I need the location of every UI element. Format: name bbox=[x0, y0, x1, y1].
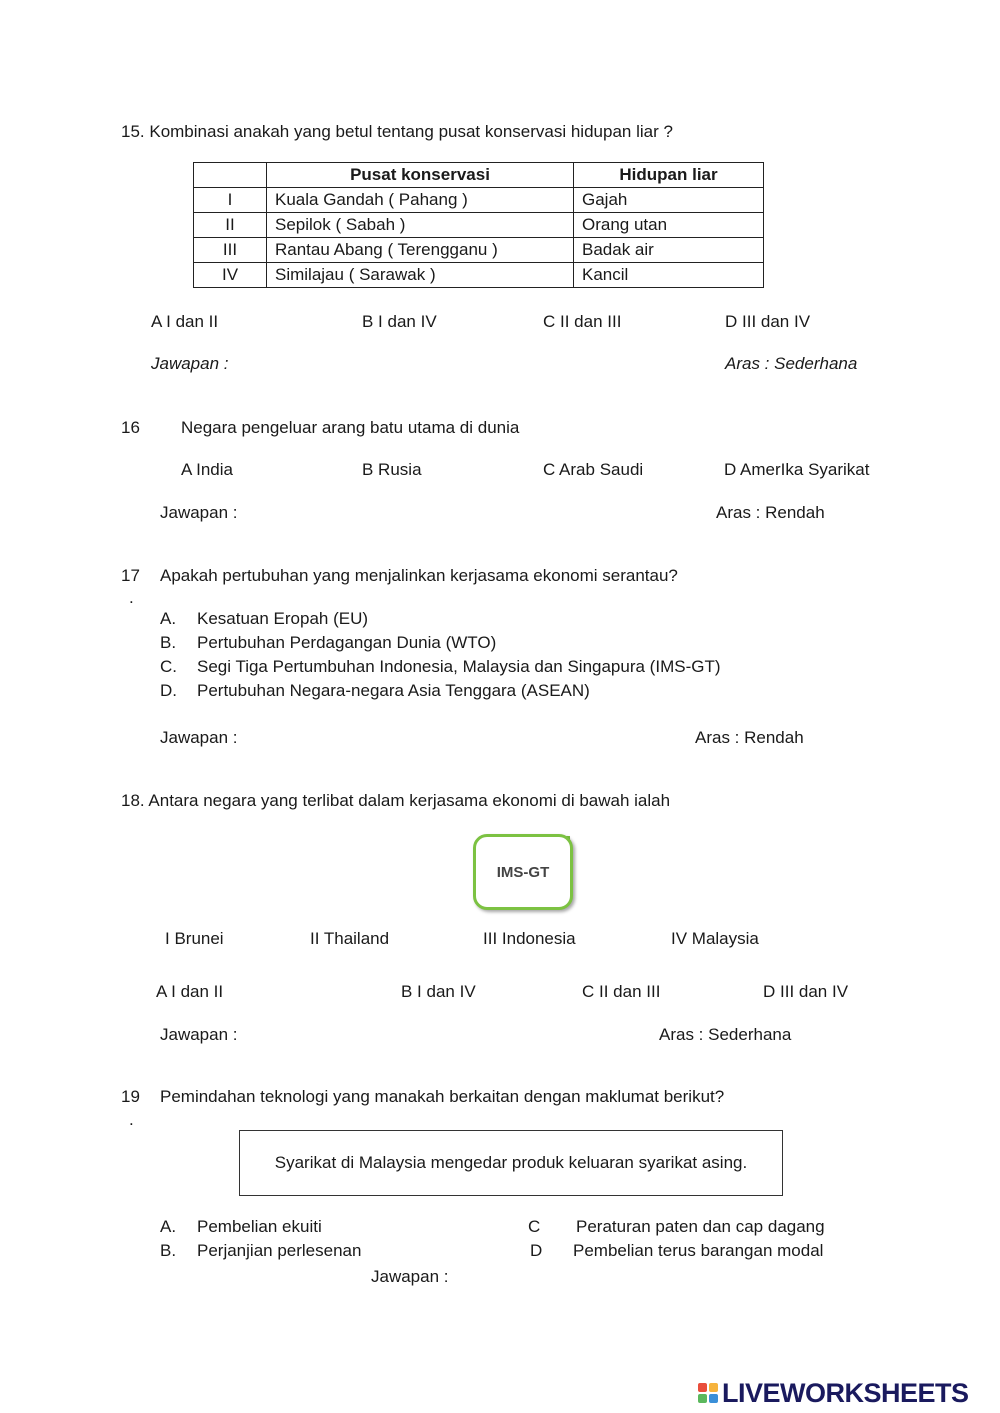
q19-option-d-letter[interactable]: D bbox=[530, 1241, 543, 1260]
q19-number: 19 bbox=[121, 1087, 140, 1106]
q17-option-a-text[interactable]: Kesatuan Eropah (EU) bbox=[197, 609, 369, 628]
q17-number: 17 bbox=[121, 566, 140, 585]
q15-question: 15. Kombinasi anakah yang betul tentang pusat konservasi hidupan liar ? bbox=[121, 122, 673, 141]
q18-option-a[interactable]: A I dan II bbox=[156, 982, 224, 1001]
q18-item-4: IV Malaysia bbox=[671, 929, 759, 948]
q15-option-c[interactable]: C II dan III bbox=[543, 312, 622, 331]
table-header: Hidupan liar bbox=[574, 163, 764, 188]
q17-dot: . bbox=[129, 588, 134, 607]
table-cell: Rantau Abang ( Terengganu ) bbox=[267, 238, 574, 263]
q19-dot: . bbox=[129, 1110, 134, 1129]
q17-option-d-letter[interactable]: D. bbox=[160, 681, 177, 700]
q18-answer-label[interactable]: Jawapan : bbox=[160, 1025, 238, 1044]
table-cell: Gajah bbox=[574, 188, 764, 213]
q17-option-c-text[interactable]: Segi Tiga Pertumbuhan Indonesia, Malaysia dan Singapura (IMS-GT) bbox=[197, 657, 721, 676]
q17-answer-label[interactable]: Jawapan : bbox=[160, 728, 238, 747]
q19-option-d-text[interactable]: Pembelian terus barangan modal bbox=[573, 1241, 824, 1260]
table-header bbox=[194, 163, 267, 188]
q19-option-a-text[interactable]: Pembelian ekuiti bbox=[197, 1217, 322, 1236]
q15-option-a[interactable]: A I dan II bbox=[151, 312, 219, 331]
q19-option-a-letter[interactable]: A. bbox=[160, 1217, 177, 1236]
q19-option-b-text[interactable]: Perjanjian perlesenan bbox=[197, 1241, 362, 1260]
q17-option-b-letter[interactable]: B. bbox=[160, 633, 177, 652]
q19-option-b-letter[interactable]: B. bbox=[160, 1241, 177, 1260]
q15-option-d[interactable]: D III dan IV bbox=[725, 312, 811, 331]
table-cell: Kuala Gandah ( Pahang ) bbox=[267, 188, 574, 213]
brand-logo-icon bbox=[698, 1383, 718, 1403]
ims-gt-logo bbox=[473, 834, 573, 910]
q16-option-a[interactable]: A India bbox=[181, 460, 233, 479]
table-cell: Orang utan bbox=[574, 213, 764, 238]
q19-info-box bbox=[239, 1130, 783, 1196]
q19-option-c-letter[interactable]: C bbox=[528, 1217, 541, 1236]
q18-item-3: III Indonesia bbox=[483, 929, 576, 948]
q15-answer-label[interactable]: Jawapan : bbox=[151, 354, 229, 373]
q16-level: Aras : Rendah bbox=[716, 503, 825, 522]
q18-item-1: I Brunei bbox=[165, 929, 224, 948]
q16-option-c[interactable]: C Arab Saudi bbox=[543, 460, 644, 479]
table-row bbox=[194, 188, 764, 213]
q15-level: Aras : Sederhana bbox=[725, 354, 858, 373]
table-cell: III bbox=[194, 238, 267, 263]
table-cell: IV bbox=[194, 263, 267, 288]
q18-option-d[interactable]: D III dan IV bbox=[763, 982, 849, 1001]
table-cell: Similajau ( Sarawak ) bbox=[267, 263, 574, 288]
q16-option-b[interactable]: B Rusia bbox=[362, 460, 422, 479]
q18-item-2: II Thailand bbox=[310, 929, 390, 948]
table-cell: Sepilok ( Sabah ) bbox=[267, 213, 574, 238]
brand-name: LIVEWORKSHEETS bbox=[722, 1377, 969, 1408]
brand-square-icon bbox=[698, 1383, 707, 1392]
q19-answer-label[interactable]: Jawapan : bbox=[371, 1267, 449, 1286]
q17-question: Apakah pertubuhan yang menjalinkan kerjasama ekonomi serantau? bbox=[160, 566, 678, 585]
q18-option-c[interactable]: C II dan III bbox=[582, 982, 661, 1001]
q18-level: Aras : Sederhana bbox=[659, 1025, 792, 1044]
q19-question: Pemindahan teknologi yang manakah berkaitan dengan maklumat berikut? bbox=[160, 1087, 725, 1106]
q18-option-b[interactable]: B I dan IV bbox=[401, 982, 476, 1001]
q15-option-b[interactable]: B I dan IV bbox=[362, 312, 437, 331]
q16-number: 16 bbox=[121, 418, 140, 437]
table-row bbox=[194, 238, 764, 263]
table-header: Pusat konservasi bbox=[267, 163, 574, 188]
q17-option-b-text[interactable]: Pertubuhan Perdagangan Dunia (WTO) bbox=[197, 633, 497, 652]
q17-option-d-text[interactable]: Pertubuhan Negara-negara Asia Tenggara (ASEAN) bbox=[197, 681, 590, 700]
liveworksheets-brand bbox=[698, 1376, 969, 1410]
q17-option-c-letter[interactable]: C. bbox=[160, 657, 177, 676]
q17-option-a-letter[interactable]: A. bbox=[160, 609, 177, 628]
ims-gt-logo-text: IMS-GT bbox=[496, 863, 550, 881]
table-cell: I bbox=[194, 188, 267, 213]
q16-option-d[interactable]: D AmerIka Syarikat bbox=[724, 460, 870, 479]
conservation-table bbox=[193, 162, 764, 288]
table-header-row bbox=[194, 163, 764, 188]
brand-square-icon bbox=[698, 1394, 707, 1403]
q19-info-text: Syarikat di Malaysia mengedar produk keluaran syarikat asing. bbox=[274, 1153, 748, 1172]
brand-square-icon bbox=[709, 1383, 718, 1392]
q18-question: 18. Antara negara yang terlibat dalam kerjasama ekonomi di bawah ialah bbox=[121, 791, 671, 810]
table-cell: II bbox=[194, 213, 267, 238]
q16-question: Negara pengeluar arang batu utama di dunia bbox=[181, 418, 520, 437]
table-row bbox=[194, 263, 764, 288]
table-row bbox=[194, 213, 764, 238]
q16-answer-label[interactable]: Jawapan : bbox=[160, 503, 238, 522]
table-cell: Badak air bbox=[574, 238, 764, 263]
table-cell: Kancil bbox=[574, 263, 764, 288]
q17-level: Aras : Rendah bbox=[695, 728, 804, 747]
q19-option-c-text[interactable]: Peraturan paten dan cap dagang bbox=[576, 1217, 825, 1236]
brand-square-icon bbox=[709, 1394, 718, 1403]
